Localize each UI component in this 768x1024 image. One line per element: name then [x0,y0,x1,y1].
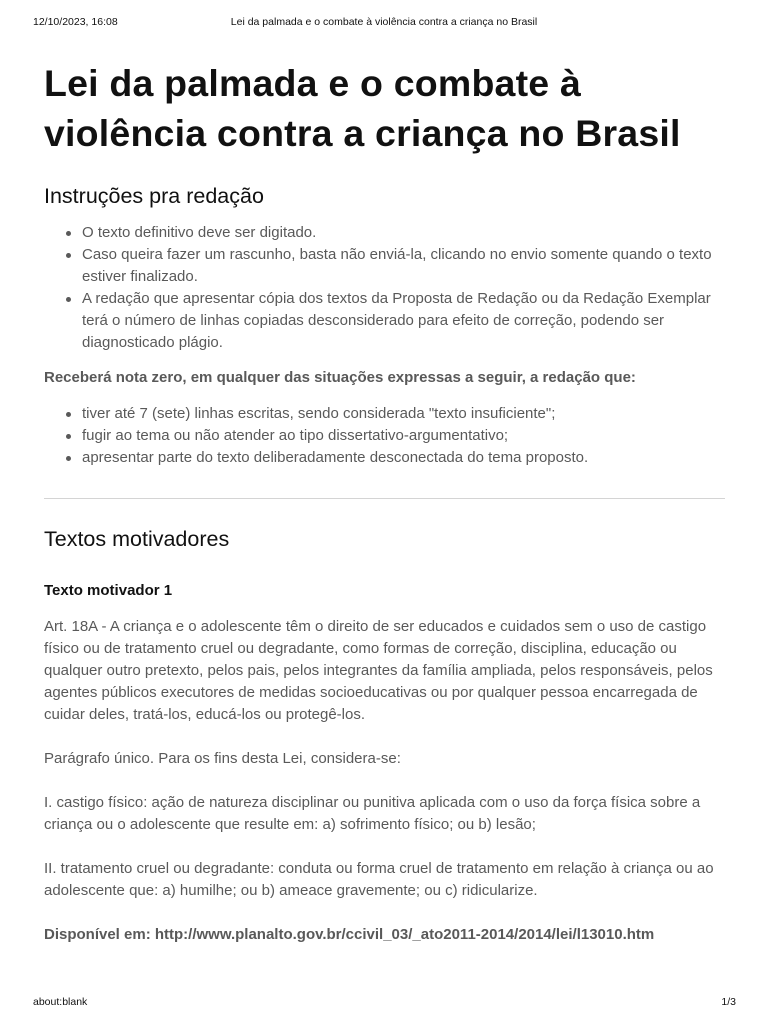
bullet-icon [66,412,71,417]
bullet-icon [66,253,71,258]
page-number: 1/3 [721,996,736,1008]
print-header [0,16,768,30]
paragraph: I. castigo físico: ação de natureza disciplinar ou punitiva aplicada com o uso da força física sobre a criança ou o adolescente que resulte em: a) sofrimento físico; ou b) lesão; [44,794,701,833]
paragraph: Parágrafo único. Para os fins desta Lei, considera-se: [44,750,401,767]
section-divider [44,498,725,499]
list-item: O texto definitivo deve ser digitado. [44,222,734,244]
zero-grade-warning: Receberá nota zero, em qualquer das situações expressas a seguir, a redação que: [44,369,636,386]
article-title: Lei da palmada e o combate à violência contra a criança no Brasil [44,62,681,154]
list-item: fugir ao tema ou não atender ao tipo dissertativo-argumentativo; [44,425,734,447]
source-link[interactable]: Disponível em: http://www.planalto.gov.br/ccivil_03/_ato2011-2014/2014/lei/l13010.htm [44,926,655,943]
bullet-icon [66,434,71,439]
article [44,58,734,946]
list-item: Caso queira fazer um rascunho, basta não enviá-la, clicando no envio somente quando o texto estiver finalizado. [44,244,734,288]
paragraph: Art. 18A - A criança e o adolescente têm o direito de ser educados e cuidados sem o uso de castigo físico ou de tratamento cruel ou degradante, como formas de correção, disciplina, educação ou qualquer outro pretexto, pelos pais, pelos integrantes da família ampliada, pelos responsáveis, pelos agentes públicos executores de medidas socioeducativas ou por qualquer pessoa encarregada de cuidar deles, tratá-los, educá-los ou protegê-los. [44,618,713,723]
print-datetime: 12/10/2023, 16:08 [33,16,118,28]
instructions-list [44,222,734,354]
print-footer [0,996,768,1010]
motivating-text-1-heading: Texto motivador 1 [44,582,173,599]
bullet-icon [66,456,71,461]
paragraph: II. tratamento cruel ou degradante: conduta ou forma cruel de tratamento em relação à criança ou ao adolescente que: a) humilhe; ou b) ameace gravemente; ou c) ridicularize. [44,860,714,899]
list-item: tiver até 7 (sete) linhas escritas, sendo considerada "texto insuficiente"; [44,403,734,425]
list-item: A redação que apresentar cópia dos textos da Proposta de Redação ou da Redação Exemplar terá o número de linhas copiadas desconsiderado para efeito de correção, podendo ser diagnosticado plágio. [44,288,734,354]
motivating-texts-heading: Textos motivadores [44,527,230,551]
list-item: apresentar parte do texto deliberadamente desconectada do tema proposto. [44,447,734,469]
bullet-icon [66,231,71,236]
print-url: about:blank [33,996,88,1008]
print-page-title: Lei da palmada e o combate à violência contra a criança no Brasil [230,16,538,28]
bullet-icon [66,297,71,302]
instructions-heading: Instruções pra redação [44,184,264,208]
zero-conditions-list [44,403,734,469]
